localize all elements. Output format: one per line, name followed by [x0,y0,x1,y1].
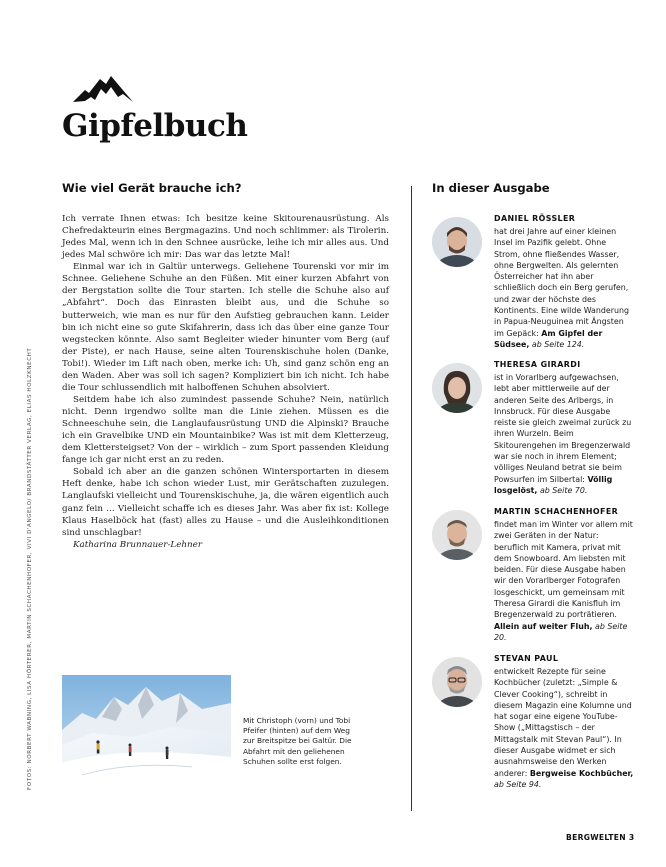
article-paragraph: Seitdem habe ich also zumindest passende Schuhe? Nein, natürlich nicht. Denn irgendwo sollte man die Linie ziehen. Müssen es die Schneeschuhe sein, die Langlaufausrüstung UND die Alpinski? Brauche ich ein Gravelbike UND ein Mountainbike? Was ist mit dem Kletterzeug, dem Klettersteigset? Von der – wirklich – zum Sport passenden Kleidung fange ich gar nicht erst an zu reden. [62,394,389,466]
contributor-name: MARTIN SCHACHENHOFER [494,507,619,516]
article-signature: Katharina Brunnauer-Lehner [73,539,203,550]
mountain-logo-icon [73,70,133,108]
page-title: Gipfelbuch [62,108,248,144]
contributor-bio: entwickelt Rezepte für seine Kochbücher (zuletzt: „Simple & Clever Cooking“), schreibt in diesem Magazin eine Kolumne und hat sogar eine eigene YouTube-Show („Mittagstisch – der Mittagstalk mit Stevan Paul“). In dieser Ausgabe widmet er sich ausnahmsweise den Werken anderer: Bergweise Kochbücher, ab Seite 94. [494,667,634,789]
sidebar-heading: In dieser Ausgabe [432,181,550,195]
contributor-portrait [432,363,482,413]
contributor-name: STEVAN PAUL [494,654,559,663]
contributor-bio: findet man im Winter vor allem mit zwei Geräten in der Natur: beruflich mit Kamera, privat mit dem Snowboard. Am liebsten mit beiden. Für diese Ausgabe haben wir den Vorarlberger Fotografen losgeschickt, um gemeinsam mit Theresa Girardi die Kanisfluh im Bregenzerwald zu porträtieren. Allein auf weiter Fluh, ab Seite 20. [494,520,633,642]
contributor-portrait [432,510,482,560]
contributor-portrait [432,657,482,707]
article-paragraph: Einmal war ich in Galtür unterwegs. Geliehene Tourenski vor mir im Schnee. Geliehene Schuhe an den Füßen. Mit einer kurzen Abfahrt von der Bergstation sollte die Tour starten. Ich stelle die Schuhe also auf „Abfahrt“. Doch das Einrasten bleibt aus, und die Schuhe so butterweich, wie man es nur für den Aufstieg gebrauchen kann. Leider bin ich nicht eine so gute Skifahrerin, dass ich das über eine ganze Tour wegstecken könnte. Also samt Begleiter wieder hinunter vom Berg (auf der Piste), er nach Hause, seine alten Tourenskischuhe holen (Danke, Tobi!). Wieder im Lift nach oben, merke ich: Uh, sind ganz schön eng an den Waden. Aber was soll ich sagen? Kompliziert bin ich nicht. Ich habe die Tour schlussendlich mit halboffenen Schuhen absolviert. [62,262,389,393]
article-paragraph: Ich verrate Ihnen etwas: Ich besitze keine Skitourenausrüstung. Als Chefredakteurin eines Bergmagazins. Und noch schlimmer: als Tirolerin. Jedes Mal, wenn ich in den Schnee ausrücke, leihe ich mir alles aus. Und jedes Mal schwöre ich mir: Das war das letzte Mal! [62,214,389,261]
article-body [62,213,389,551]
article-paragraph: Sobald ich aber an die ganzen schönen Wintersportarten in diesem Heft denke, habe ich schon wieder Lust, mir Gerätschaften zuzulegen. Langlaufski vielleicht und Tourenskischuhe, ja, die wären eigentlich auch ganz fein … Vielleicht schaffe ich es dieses Jahr. Was aber fix ist: Kollege Klaus Haselböck hat (fast) alles zu Hause – und die Ausleihkonditionen sind unschlagbar! [62,467,389,538]
contributor-name: DANIEL RÖSSLER [494,214,576,223]
article-heading: Wie viel Gerät brauche ich? [62,181,242,195]
photo-caption: Mit Christoph (vorn) und Tobi Pfeifer (hinten) auf dem Weg zur Breitspitze bei Galtür. Die Abfahrt mit den geliehenen Schuhen sollte erst folgen. [243,716,352,766]
photo-credit: FOTOS: NORBERT WABNING, LISA HÖRTERER, MARTIN SCHACHENHOFER, VIVI D'ANGELO/ BRANDSTÄTTER VERLAG, ELIAS HOLZKNECHT [27,347,33,790]
contributor-name: THERESA GIRARDI [494,360,581,369]
page-folio: BERGWELTEN 3 [566,833,635,842]
column-divider [411,186,412,811]
contributor-bio: ist in Vorarlberg aufgewachsen, lebt aber mittlerweile auf der anderen Seite des Arlbergs, in Innsbruck. Für diese Ausgabe reiste sie gleich zweimal zurück zu ihren Wurzeln. Beim Skitourengehen im Bregenzerwald war sie noch in ihrem Element; völliges Neuland betrat sie beim Powsurfen im Silbertal: Völlig losgelöst, ab Seite 70. [494,373,632,495]
ski-touring-photo [62,675,231,788]
contributor-portrait [432,217,482,267]
contributor-bio: hat drei Jahre auf einer kleinen Insel im Pazifik gelebt. Ohne Strom, ohne fließendes Wasser, ohne Bergwelten. Als gelernten Österreicher hat ihn aber schließlich doch ein Berg gerufen, und zwar der höchste des Kontinents. Eine wilde Wanderung in Papua-Neuguinea mit Ängsten im Gepäck: Am Gipfel der Südsee, ab Seite 124. [494,227,629,349]
